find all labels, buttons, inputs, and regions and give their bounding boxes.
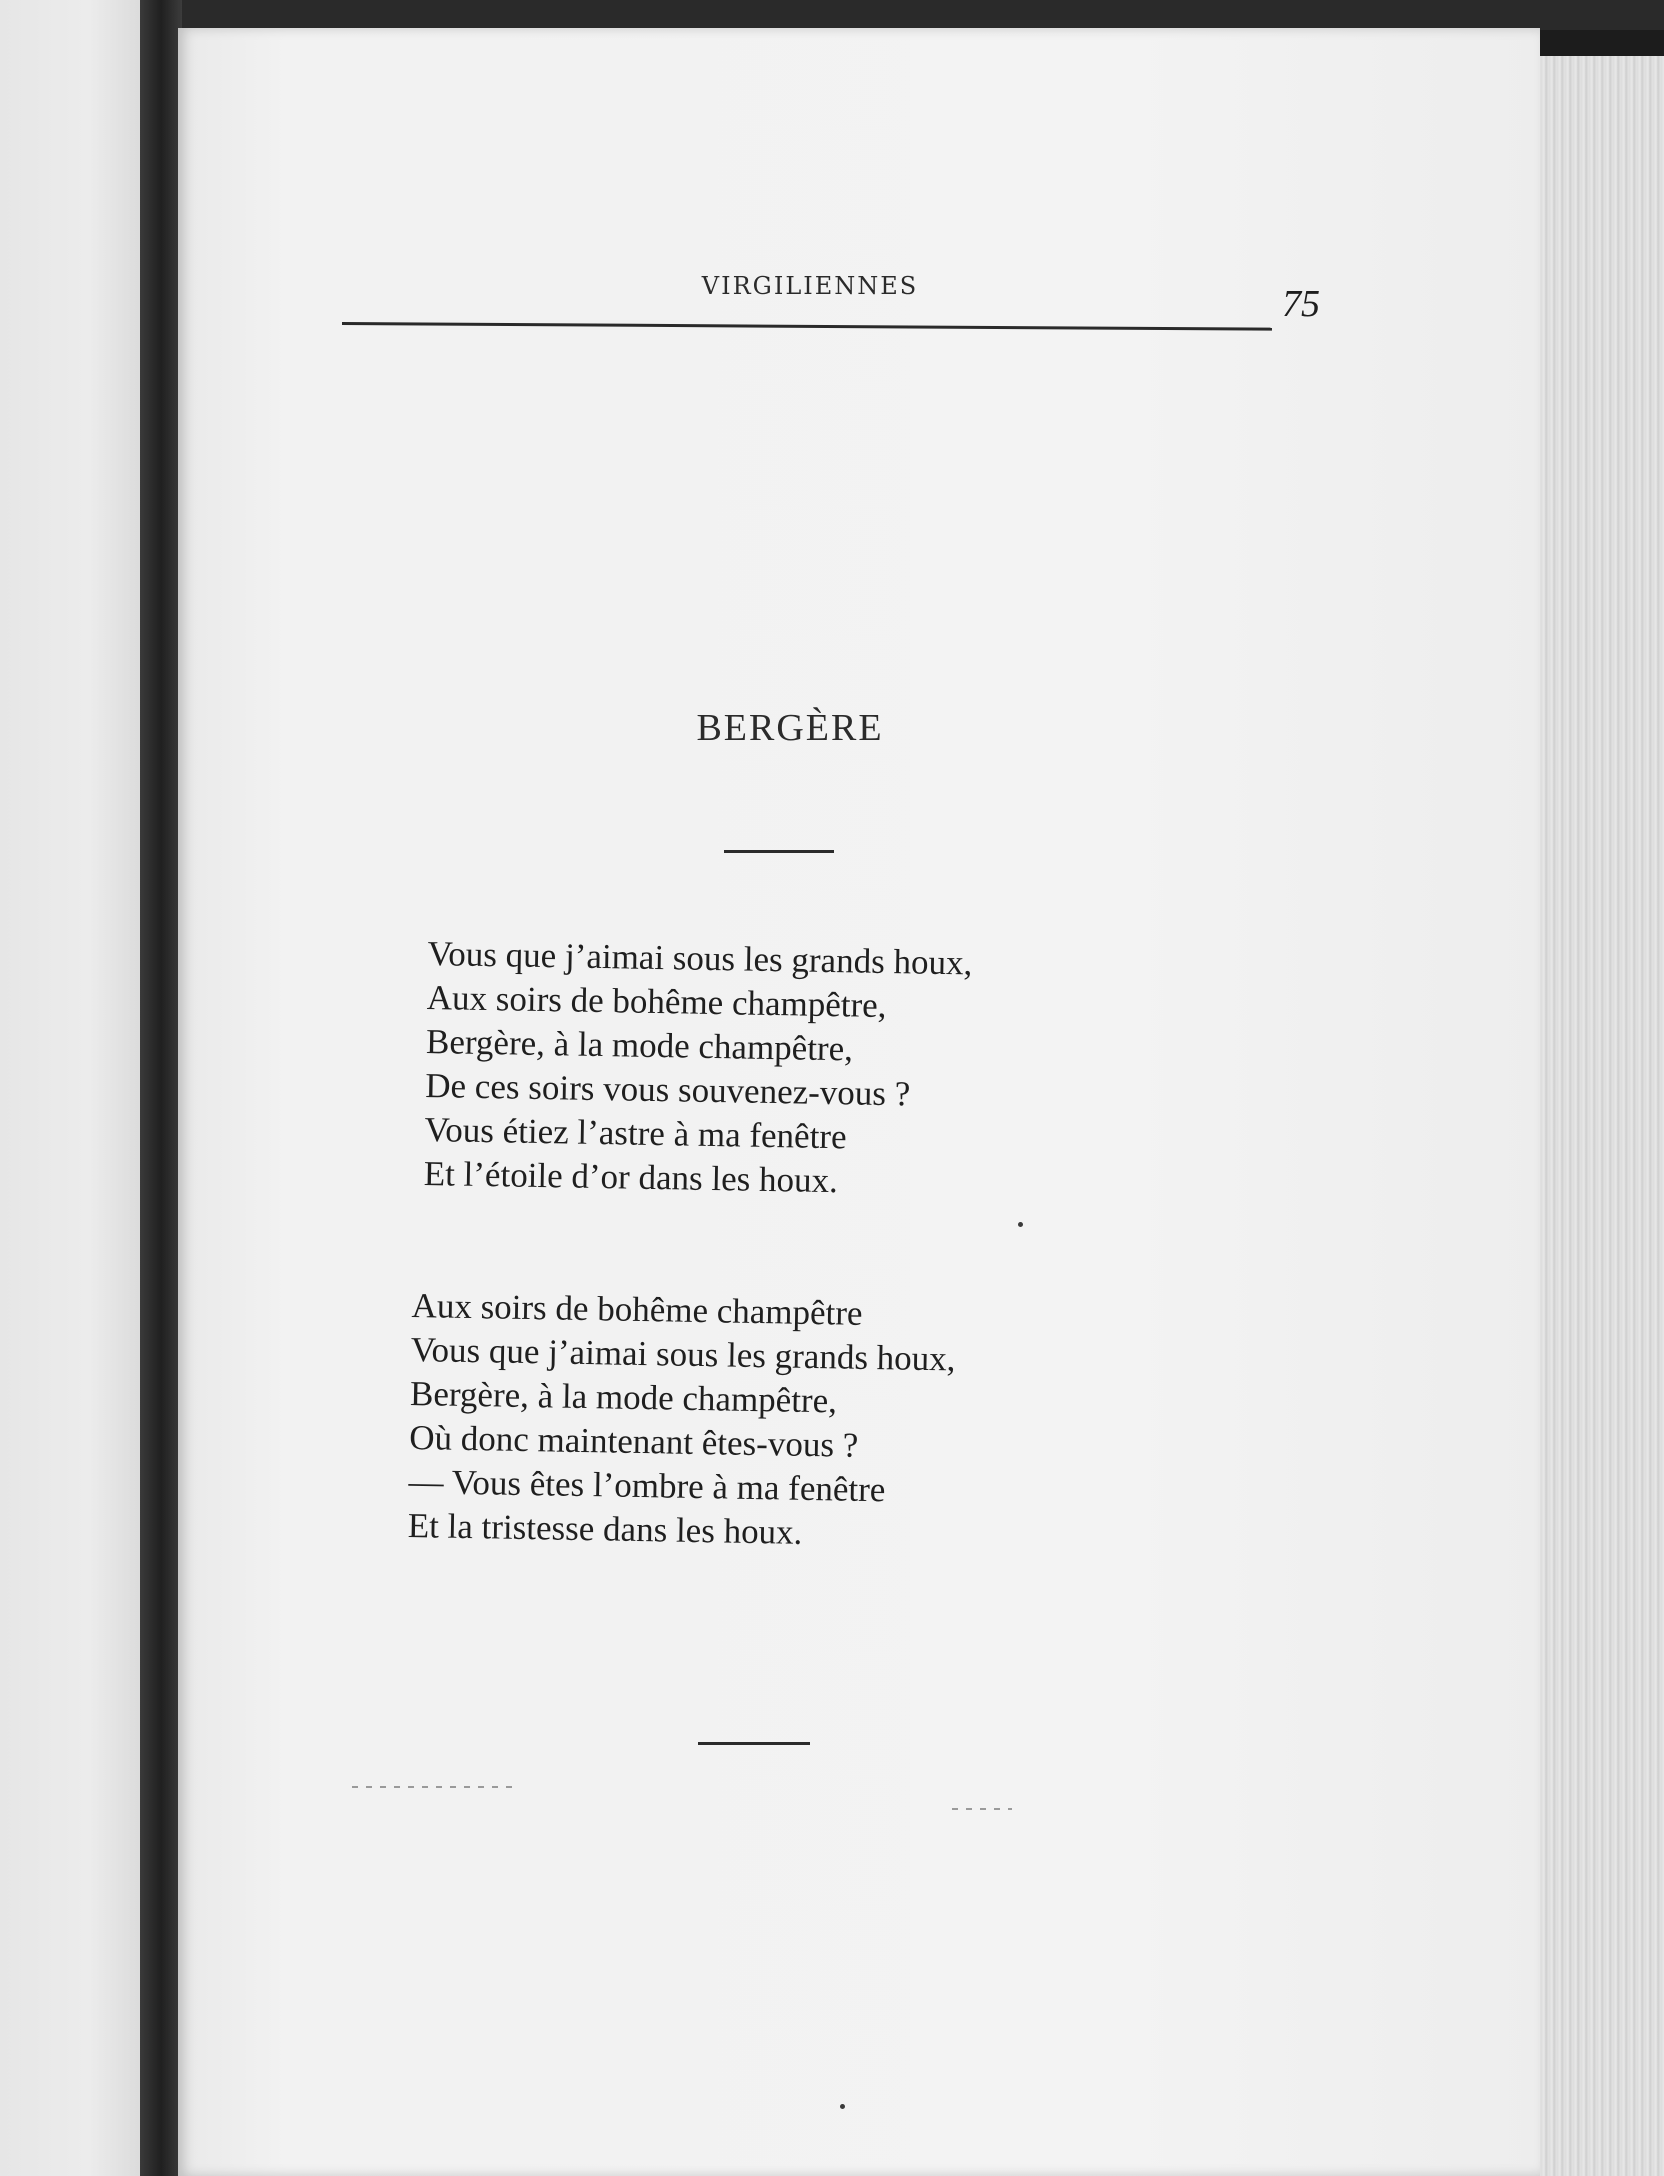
verse-line: De ces soirs vous souvenez-vous ? — [424, 1065, 911, 1114]
verse-line: Aux soirs de bohême champêtre, — [426, 977, 887, 1026]
page-edges — [1530, 56, 1664, 2176]
verse-line: Bergère, à la mode champêtre, — [425, 1021, 854, 1069]
stanza-2 — [407, 1284, 956, 1557]
title-divider — [724, 850, 834, 853]
verse-line: Et la tristesse dans les houx. — [407, 1505, 803, 1552]
verse-line: Aux soirs de bohême champêtre — [411, 1285, 863, 1333]
dust-speck — [1018, 1222, 1023, 1227]
scan-background — [178, 0, 1664, 30]
dust-speck — [840, 2104, 845, 2109]
running-title: VIRGILIENNES — [701, 272, 919, 300]
verse-line: Vous étiez l’astre à ma fenêtre — [424, 1109, 847, 1157]
poem-title: BERGÈRE — [696, 707, 884, 749]
facing-page — [0, 0, 148, 2176]
verse-line: — Vous êtes l’ombre à ma fenêtre — [408, 1461, 886, 1510]
verse-line: Vous que j’aimai sous les grands houx, — [410, 1329, 956, 1379]
verse-line: Où donc maintenant êtes-vous ? — [408, 1417, 859, 1465]
stanza-1 — [423, 932, 972, 1205]
verse-line: Vous que j’aimai sous les grands houx, — [427, 933, 973, 983]
book-gutter — [140, 0, 182, 2176]
print-artifact — [352, 1786, 512, 1788]
end-divider — [698, 1742, 810, 1745]
verse-line: Et l’étoile d’or dans les houx. — [423, 1153, 839, 1201]
print-artifact — [952, 1808, 1012, 1810]
verse-line: Bergère, à la mode champêtre, — [409, 1373, 838, 1421]
page-number: 75 — [1282, 283, 1320, 325]
